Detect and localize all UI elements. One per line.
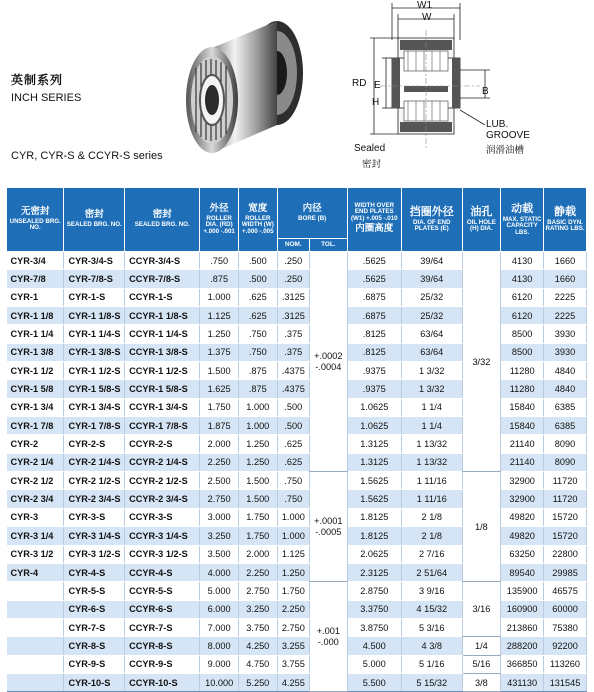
cell-end-plate-dia: 5 15/32 — [401, 673, 462, 691]
cell-sealed-no-2: CCYR-1 7/8-S — [125, 417, 200, 435]
cell-bore-nom: 2.750 — [277, 618, 309, 636]
cell-sealed-no: CYR-1 3/4-S — [64, 398, 125, 416]
cell-static-load: 6385 — [544, 417, 587, 435]
cell-width-end-plates: 1.3125 — [347, 435, 401, 453]
cell-static-load: 1660 — [544, 252, 587, 270]
cell-roller-width: 1.500 — [238, 490, 277, 508]
cell-static-load: 131545 — [544, 673, 587, 691]
cell-sealed-no-2: CCYR-5-S — [125, 582, 200, 600]
cell-dynamic-load: 4130 — [501, 252, 544, 270]
cell-end-plate-dia: 2 51/64 — [401, 563, 462, 581]
cell-end-plate-dia: 5 1/16 — [401, 655, 462, 673]
table-row — [7, 252, 587, 270]
cell-static-load: 8090 — [544, 435, 587, 453]
cell-dynamic-load: 4130 — [501, 270, 544, 288]
cell-sealed-no: CYR-1 1/8-S — [64, 307, 125, 325]
table-row — [7, 472, 587, 490]
cell-dynamic-load: 8500 — [501, 343, 544, 361]
cell-roller-width: .500 — [238, 252, 277, 270]
cell-end-plate-dia: 4 15/32 — [401, 600, 462, 618]
cell-width-end-plates: 5.500 — [347, 673, 401, 691]
cell-end-plate-dia: 2 7/16 — [401, 545, 462, 563]
cell-bore-nom: .4375 — [277, 380, 309, 398]
cell-width-end-plates: .8125 — [347, 343, 401, 361]
cell-oil-hole: 3/8 — [462, 673, 501, 691]
cell-oil-hole: 3/32 — [462, 252, 501, 472]
cell-sealed-no: CYR-2-S — [64, 435, 125, 453]
cell-width-end-plates: .8125 — [347, 325, 401, 343]
cell-bore-nom: .3125 — [277, 288, 309, 306]
cell-dynamic-load: 21140 — [501, 453, 544, 471]
cell-roller-dia: 8.000 — [200, 637, 239, 655]
cell-static-load: 46575 — [544, 582, 587, 600]
cell-roller-dia: 3.000 — [200, 508, 239, 526]
lub-label-2: GROOVE — [486, 130, 530, 141]
series-title-cn: 英制系列 — [11, 73, 64, 87]
cell-static-load: 4840 — [544, 380, 587, 398]
cell-bore-nom: 3.255 — [277, 637, 309, 655]
cell-unsealed-no: CYR-1 1/2 — [7, 362, 64, 380]
cell-roller-width: 1.250 — [238, 435, 277, 453]
cell-sealed-no-2: CCYR-1 5/8-S — [125, 380, 200, 398]
cell-dynamic-load: 6120 — [501, 288, 544, 306]
col-bore-nom: NOM. — [277, 239, 309, 252]
sealed-label-cn: 密封 — [362, 159, 382, 170]
cell-roller-dia: 1.000 — [200, 288, 239, 306]
cell-roller-dia: 1.375 — [200, 343, 239, 361]
dim-b-label: B — [482, 86, 489, 97]
cell-sealed-no: CYR-4-S — [64, 563, 125, 581]
cell-roller-width: .500 — [238, 270, 277, 288]
cell-roller-dia: 1.250 — [200, 325, 239, 343]
cell-width-end-plates: .9375 — [347, 362, 401, 380]
cell-dynamic-load: 49820 — [501, 508, 544, 526]
cell-sealed-no: CYR-2 3/4-S — [64, 490, 125, 508]
spec-table — [6, 187, 587, 692]
cell-end-plate-dia: 39/64 — [401, 270, 462, 288]
cell-sealed-no-2: CCYR-7-S — [125, 618, 200, 636]
cell-sealed-no-2: CCYR-7/8-S — [125, 270, 200, 288]
table-row — [7, 637, 587, 655]
cell-end-plate-dia: 1 1/4 — [401, 398, 462, 416]
dim-h-label: H — [372, 97, 380, 108]
cell-roller-width: 1.750 — [238, 508, 277, 526]
col-oil-hole: 油孔 OIL HOLE (H) DIA. — [462, 188, 501, 252]
cell-static-load: 1660 — [544, 270, 587, 288]
cell-roller-width: 2.750 — [238, 582, 277, 600]
cell-oil-hole: 3/16 — [462, 582, 501, 637]
cell-unsealed-no: CYR-3 1/2 — [7, 545, 64, 563]
cell-end-plate-dia: 2 1/8 — [401, 508, 462, 526]
cell-sealed-no: CYR-8-S — [64, 637, 125, 655]
cell-unsealed-no — [7, 600, 64, 618]
cell-width-end-plates: 3.8750 — [347, 618, 401, 636]
cell-static-load: 11720 — [544, 472, 587, 490]
cell-unsealed-no — [7, 637, 64, 655]
cell-static-load: 29985 — [544, 563, 587, 581]
cell-unsealed-no: CYR-2 — [7, 435, 64, 453]
cell-roller-dia: 1.750 — [200, 398, 239, 416]
cell-bore-nom: .4375 — [277, 362, 309, 380]
cell-roller-dia: 10.000 — [200, 673, 239, 691]
cell-static-load: 8090 — [544, 453, 587, 471]
cell-static-load: 2225 — [544, 307, 587, 325]
cell-width-end-plates: 1.0625 — [347, 417, 401, 435]
cell-static-load: 15720 — [544, 527, 587, 545]
col-roller-width: 宽度 ROLLER WIDTH (W) +.000 -.005 — [238, 188, 277, 252]
series-subtitle: CYR, CYR-S & CCYR-S series — [11, 150, 163, 162]
cell-sealed-no-2: CCYR-3-S — [125, 508, 200, 526]
cell-bore-nom: .625 — [277, 435, 309, 453]
cell-roller-dia: 9.000 — [200, 655, 239, 673]
cell-end-plate-dia: 1 11/16 — [401, 490, 462, 508]
cell-roller-dia: 1.875 — [200, 417, 239, 435]
cell-end-plate-dia: 1 13/32 — [401, 453, 462, 471]
cell-end-plate-dia: 4 3/8 — [401, 637, 462, 655]
cell-sealed-no-2: CCYR-10-S — [125, 673, 200, 691]
cell-sealed-no: CYR-3 1/2-S — [64, 545, 125, 563]
cell-roller-width: .625 — [238, 307, 277, 325]
cell-end-plate-dia: 25/32 — [401, 307, 462, 325]
cell-width-end-plates: 1.3125 — [347, 453, 401, 471]
cell-width-end-plates: 1.5625 — [347, 490, 401, 508]
cell-static-load: 4840 — [544, 362, 587, 380]
cell-width-end-plates: .6875 — [347, 288, 401, 306]
cell-static-load: 60000 — [544, 600, 587, 618]
cell-unsealed-no — [7, 582, 64, 600]
cell-width-end-plates: .9375 — [347, 380, 401, 398]
dim-rd-label: RD — [352, 78, 367, 89]
cell-roller-width: .750 — [238, 343, 277, 361]
cell-roller-width: .875 — [238, 362, 277, 380]
cell-dynamic-load: 89540 — [501, 563, 544, 581]
cell-sealed-no-2: CCYR-1 3/8-S — [125, 343, 200, 361]
cell-dynamic-load: 160900 — [501, 600, 544, 618]
cell-roller-width: 3.250 — [238, 600, 277, 618]
cell-sealed-no: CYR-1 3/8-S — [64, 343, 125, 361]
cell-sealed-no: CYR-1 1/2-S — [64, 362, 125, 380]
cell-bore-nom: .500 — [277, 398, 309, 416]
cell-dynamic-load: 431130 — [501, 673, 544, 691]
cell-roller-dia: .875 — [200, 270, 239, 288]
cell-width-end-plates: .6875 — [347, 307, 401, 325]
cell-dynamic-load: 8500 — [501, 325, 544, 343]
cell-sealed-no: CYR-2 1/2-S — [64, 472, 125, 490]
cell-end-plate-dia: 63/64 — [401, 325, 462, 343]
cell-sealed-no: CYR-6-S — [64, 600, 125, 618]
cell-bore-nom: .500 — [277, 417, 309, 435]
cell-end-plate-dia: 5 3/16 — [401, 618, 462, 636]
cell-width-end-plates: .5625 — [347, 270, 401, 288]
cell-sealed-no: CYR-7-S — [64, 618, 125, 636]
cell-width-end-plates: 5.000 — [347, 655, 401, 673]
cell-sealed-no-2: CCYR-3 1/2-S — [125, 545, 200, 563]
cell-roller-dia: 2.750 — [200, 490, 239, 508]
cell-sealed-no-2: CCYR-1-S — [125, 288, 200, 306]
cell-bore-nom: .250 — [277, 270, 309, 288]
cell-dynamic-load: 21140 — [501, 435, 544, 453]
cell-roller-width: 3.750 — [238, 618, 277, 636]
cell-unsealed-no: CYR-2 1/2 — [7, 472, 64, 490]
cell-sealed-no: CYR-1-S — [64, 288, 125, 306]
cell-dynamic-load: 135900 — [501, 582, 544, 600]
cell-roller-dia: 1.125 — [200, 307, 239, 325]
cell-sealed-no-2: CCYR-3/4-S — [125, 252, 200, 270]
cell-sealed-no-2: CCYR-2 3/4-S — [125, 490, 200, 508]
cell-dynamic-load: 288200 — [501, 637, 544, 655]
cell-roller-width: 1.250 — [238, 453, 277, 471]
cell-roller-width: 2.250 — [238, 563, 277, 581]
cell-sealed-no-2: CCYR-6-S — [125, 600, 200, 618]
cell-sealed-no: CYR-7/8-S — [64, 270, 125, 288]
cell-roller-dia: .750 — [200, 252, 239, 270]
cell-dynamic-load: 15840 — [501, 417, 544, 435]
cell-sealed-no: CYR-9-S — [64, 655, 125, 673]
cell-sealed-no: CYR-1 1/4-S — [64, 325, 125, 343]
cell-static-load: 6385 — [544, 398, 587, 416]
cell-dynamic-load: 366850 — [501, 655, 544, 673]
cell-bore-nom: .375 — [277, 343, 309, 361]
cell-end-plate-dia: 3 9/16 — [401, 582, 462, 600]
cell-static-load: 3930 — [544, 343, 587, 361]
cell-bore-nom: 2.250 — [277, 600, 309, 618]
cell-end-plate-dia: 63/64 — [401, 343, 462, 361]
cell-bore-nom: 3.755 — [277, 655, 309, 673]
cell-unsealed-no: CYR-1 — [7, 288, 64, 306]
cell-roller-width: 2.000 — [238, 545, 277, 563]
cell-roller-dia: 3.250 — [200, 527, 239, 545]
cell-roller-width: 1.000 — [238, 417, 277, 435]
bearing-photo-icon — [182, 18, 307, 178]
cell-roller-dia: 1.500 — [200, 362, 239, 380]
cell-sealed-no: CYR-2 1/4-S — [64, 453, 125, 471]
cell-roller-dia: 1.625 — [200, 380, 239, 398]
cell-width-end-plates: 2.0625 — [347, 545, 401, 563]
cell-roller-width: 4.750 — [238, 655, 277, 673]
cell-unsealed-no: CYR-2 1/4 — [7, 453, 64, 471]
cell-sealed-no-2: CCYR-2 1/2-S — [125, 472, 200, 490]
cell-static-load: 15720 — [544, 508, 587, 526]
cell-unsealed-no: CYR-3/4 — [7, 252, 64, 270]
cell-end-plate-dia: 1 3/32 — [401, 362, 462, 380]
cell-dynamic-load: 213860 — [501, 618, 544, 636]
dim-w-label: W — [422, 12, 432, 23]
cell-width-end-plates: 1.8125 — [347, 508, 401, 526]
cell-bore-nom: 1.750 — [277, 582, 309, 600]
col-sealed: 密封 SEALED BRG. NO. — [64, 188, 125, 252]
cell-roller-dia: 3.500 — [200, 545, 239, 563]
cell-sealed-no-2: CCYR-2-S — [125, 435, 200, 453]
cell-bore-tol: +.0001 -.0005 — [310, 472, 348, 582]
col-bore: 内径 BORE (B) — [277, 188, 347, 239]
cell-sealed-no-2: CCYR-4-S — [125, 563, 200, 581]
cell-sealed-no: CYR-1 5/8-S — [64, 380, 125, 398]
col-dynamic-load: 动载 MAX. STATIC CAPACITY LBS. — [501, 188, 544, 252]
cell-bore-tol: +.001 -.000 — [310, 582, 348, 692]
cell-unsealed-no: CYR-1 3/4 — [7, 398, 64, 416]
cell-bore-nom: .750 — [277, 472, 309, 490]
cell-roller-width: 1.500 — [238, 472, 277, 490]
table-row — [7, 655, 587, 673]
cell-roller-dia: 2.000 — [200, 435, 239, 453]
cell-end-plate-dia: 1 1/4 — [401, 417, 462, 435]
col-bore-tol: TOL. — [310, 239, 348, 252]
cell-unsealed-no — [7, 673, 64, 691]
col-sealed-2: 密封 SEALED BRG. NO. — [125, 188, 200, 252]
dim-w1-label: W1 — [417, 0, 432, 11]
cell-roller-dia: 4.000 — [200, 563, 239, 581]
cell-bore-nom: .750 — [277, 490, 309, 508]
header-area — [0, 0, 594, 185]
cell-bore-nom: .250 — [277, 252, 309, 270]
cell-roller-width: 5.250 — [238, 673, 277, 691]
col-width-end-plates: WIDTH OVER END PLATES (W1) +.005 -.010 内圈高度 — [347, 188, 401, 252]
sealed-label: Sealed — [354, 143, 386, 154]
cell-static-load: 22800 — [544, 545, 587, 563]
cell-static-load: 92200 — [544, 637, 587, 655]
cell-roller-dia: 2.250 — [200, 453, 239, 471]
cell-width-end-plates: 1.0625 — [347, 398, 401, 416]
cell-roller-dia: 5.000 — [200, 582, 239, 600]
cell-end-plate-dia: 2 1/8 — [401, 527, 462, 545]
cell-dynamic-load: 32900 — [501, 472, 544, 490]
cell-bore-nom: 1.000 — [277, 527, 309, 545]
cell-width-end-plates: .5625 — [347, 252, 401, 270]
cell-dynamic-load: 32900 — [501, 490, 544, 508]
cell-sealed-no: CYR-1 7/8-S — [64, 417, 125, 435]
cell-bore-nom: .375 — [277, 325, 309, 343]
cell-bore-nom: 1.250 — [277, 563, 309, 581]
cell-roller-width: 4.250 — [238, 637, 277, 655]
cell-unsealed-no: CYR-1 5/8 — [7, 380, 64, 398]
cell-static-load: 11720 — [544, 490, 587, 508]
cell-roller-width: .875 — [238, 380, 277, 398]
cell-roller-width: .750 — [238, 325, 277, 343]
cell-roller-dia: 7.000 — [200, 618, 239, 636]
cell-unsealed-no — [7, 618, 64, 636]
cell-roller-width: 1.000 — [238, 398, 277, 416]
cell-end-plate-dia: 39/64 — [401, 252, 462, 270]
cell-end-plate-dia: 1 13/32 — [401, 435, 462, 453]
cell-sealed-no: CYR-3/4-S — [64, 252, 125, 270]
dim-e-label: E — [374, 80, 381, 91]
cell-bore-nom: .625 — [277, 453, 309, 471]
cell-static-load: 2225 — [544, 288, 587, 306]
cell-sealed-no: CYR-3-S — [64, 508, 125, 526]
cell-static-load: 113260 — [544, 655, 587, 673]
cell-dynamic-load: 49820 — [501, 527, 544, 545]
cell-bore-nom: 1.000 — [277, 508, 309, 526]
cell-width-end-plates: 3.3750 — [347, 600, 401, 618]
cell-bore-nom: 4.255 — [277, 673, 309, 691]
cell-sealed-no-2: CCYR-9-S — [125, 655, 200, 673]
cell-sealed-no-2: CCYR-1 3/4-S — [125, 398, 200, 416]
cell-sealed-no-2: CCYR-3 1/4-S — [125, 527, 200, 545]
cell-unsealed-no: CYR-1 1/8 — [7, 307, 64, 325]
cell-dynamic-load: 63250 — [501, 545, 544, 563]
cell-oil-hole: 1/4 — [462, 637, 501, 655]
cell-roller-dia: 6.000 — [200, 600, 239, 618]
cell-bore-nom: 1.125 — [277, 545, 309, 563]
cell-dynamic-load: 6120 — [501, 307, 544, 325]
cell-sealed-no: CYR-3 1/4-S — [64, 527, 125, 545]
table-row — [7, 582, 587, 600]
cell-sealed-no-2: CCYR-1 1/4-S — [125, 325, 200, 343]
cell-roller-width: .625 — [238, 288, 277, 306]
cell-width-end-plates: 1.5625 — [347, 472, 401, 490]
cell-oil-hole: 1/8 — [462, 472, 501, 582]
col-roller-dia: 外径 ROLLER DIA. (RD) +.000 -.001 — [200, 188, 239, 252]
cell-sealed-no-2: CCYR-8-S — [125, 637, 200, 655]
cell-width-end-plates: 4.500 — [347, 637, 401, 655]
cell-unsealed-no: CYR-3 1/4 — [7, 527, 64, 545]
series-title-en: INCH SERIES — [11, 92, 82, 104]
lub-label-1: LUB. — [486, 119, 509, 130]
cell-end-plate-dia: 1 3/32 — [401, 380, 462, 398]
cell-unsealed-no: CYR-1 1/4 — [7, 325, 64, 343]
cell-unsealed-no: CYR-1 7/8 — [7, 417, 64, 435]
cell-width-end-plates: 2.8750 — [347, 582, 401, 600]
cell-unsealed-no: CYR-4 — [7, 563, 64, 581]
col-static-load: 静载 BASIC DYN. RATING LBS. — [544, 188, 587, 252]
cell-roller-dia: 2.500 — [200, 472, 239, 490]
cell-bore-tol: +.0002 -.0004 — [310, 252, 348, 472]
cell-sealed-no-2: CCYR-2 1/4-S — [125, 453, 200, 471]
table-row — [7, 673, 587, 691]
cell-unsealed-no: CYR-1 3/8 — [7, 343, 64, 361]
cell-dynamic-load: 11280 — [501, 362, 544, 380]
cell-unsealed-no: CYR-2 3/4 — [7, 490, 64, 508]
cell-unsealed-no: CYR-3 — [7, 508, 64, 526]
cell-sealed-no: CYR-10-S — [64, 673, 125, 691]
cell-static-load: 3930 — [544, 325, 587, 343]
cell-unsealed-no — [7, 655, 64, 673]
cell-dynamic-load: 11280 — [501, 380, 544, 398]
lub-label-cn: 润滑油槽 — [486, 145, 525, 156]
col-end-plate-dia: 挡圈外径 DIA. OF END PLATES (E) — [401, 188, 462, 252]
cell-static-load: 75380 — [544, 618, 587, 636]
cell-width-end-plates: 1.8125 — [347, 527, 401, 545]
cell-sealed-no-2: CCYR-1 1/2-S — [125, 362, 200, 380]
cell-oil-hole: 5/16 — [462, 655, 501, 673]
cell-end-plate-dia: 1 11/16 — [401, 472, 462, 490]
cell-roller-width: 1.750 — [238, 527, 277, 545]
cell-unsealed-no: CYR-7/8 — [7, 270, 64, 288]
cell-width-end-plates: 2.3125 — [347, 563, 401, 581]
cell-dynamic-load: 15840 — [501, 398, 544, 416]
cell-end-plate-dia: 25/32 — [401, 288, 462, 306]
cell-sealed-no-2: CCYR-1 1/8-S — [125, 307, 200, 325]
cell-sealed-no: CYR-5-S — [64, 582, 125, 600]
col-unsealed: 无密封 UNSEALED BRG. NO. — [7, 188, 64, 252]
cell-bore-nom: .3125 — [277, 307, 309, 325]
